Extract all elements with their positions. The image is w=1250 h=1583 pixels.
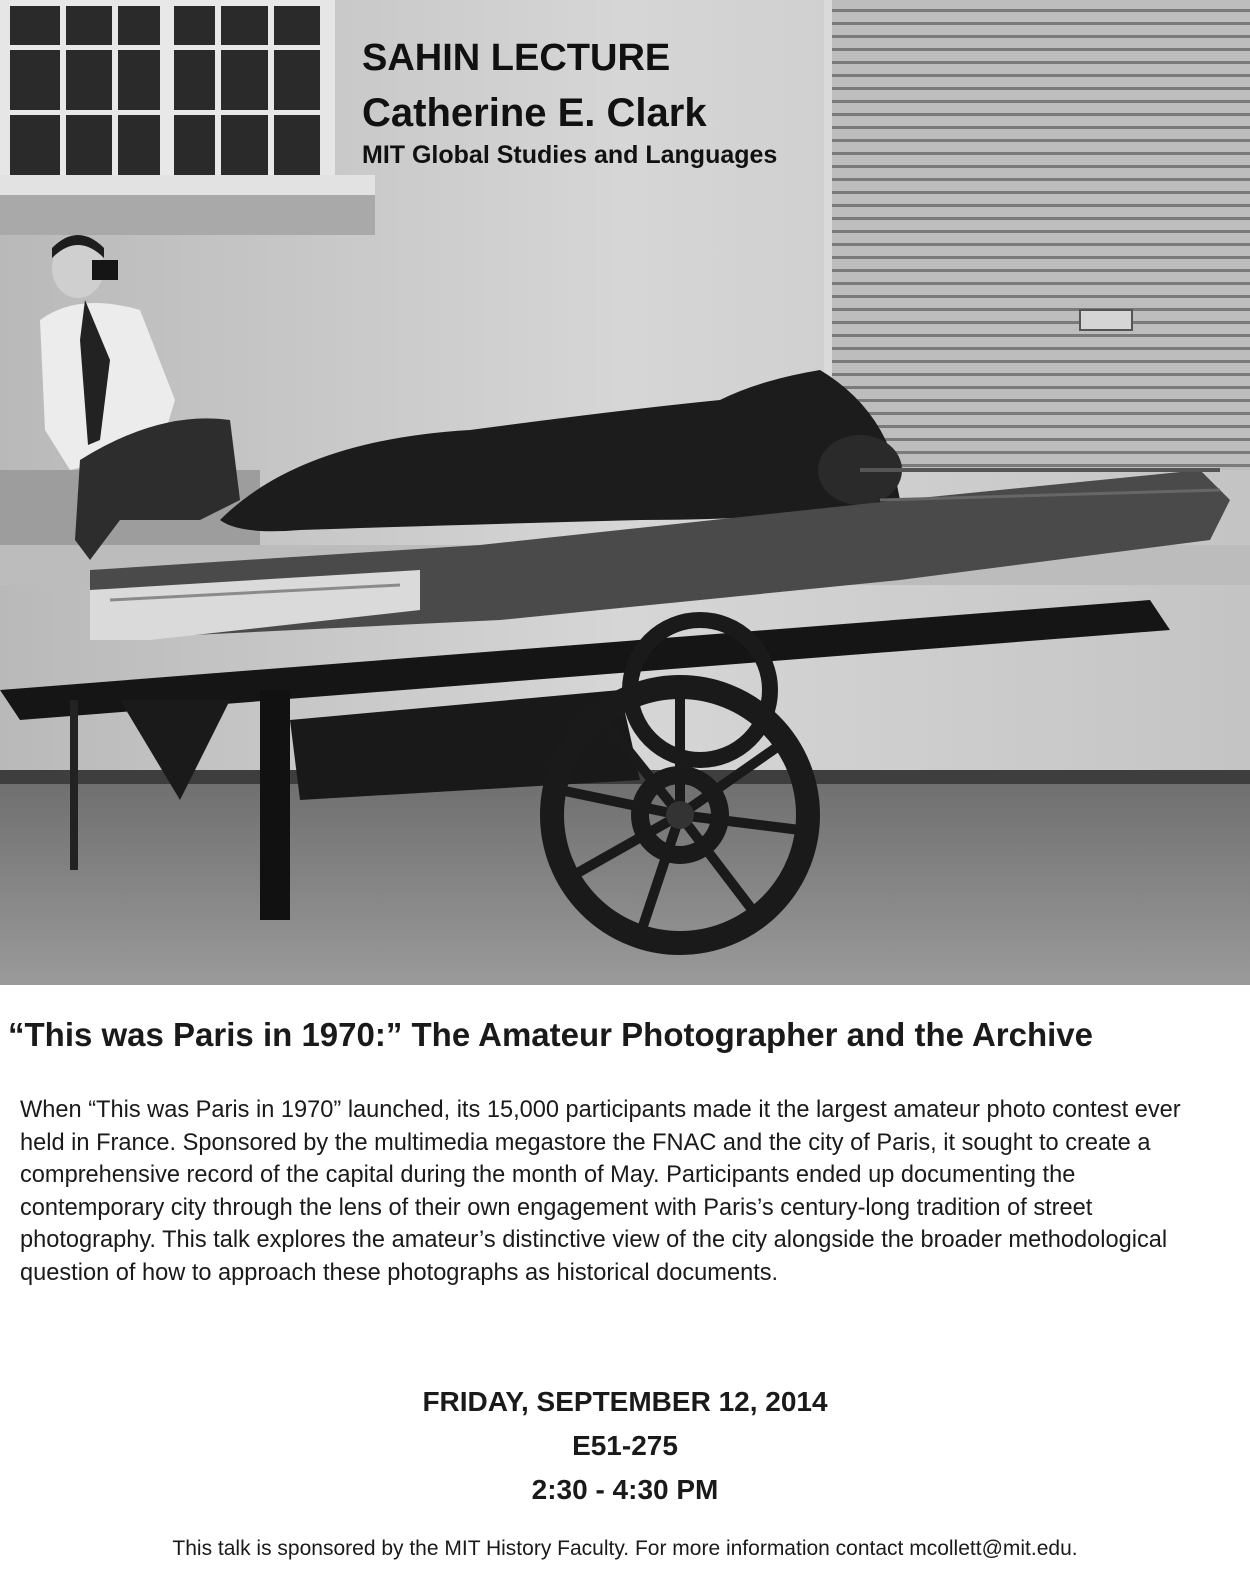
speaker-affiliation: MIT Global Studies and Languages (362, 141, 778, 169)
lecture-series-title: SAHIN LECTURE (362, 37, 671, 79)
sponsor-footer: This talk is sponsored by the MIT History Faculty. For more information contact mcollett@mit.edu. (172, 1537, 1078, 1560)
speaker-name: Catherine E. Clark (362, 91, 707, 135)
event-details (0, 1380, 1250, 1512)
event-date: FRIDAY, SEPTEMBER 12, 2014 (422, 1386, 828, 1417)
event-room: E51-275 (572, 1430, 678, 1461)
header-block (362, 36, 777, 170)
talk-abstract: When “This was Paris in 1970” launched, its 15,000 participants made it the largest amateur photo contest ever held in France. Sponsored by the multimedia megastore the FNAC and the city of Paris, it sought to create a comprehensive record of the capital during the month of May. Participants ended up documenting the contemporary city through the lens of their own engagement with Paris’s century-long tradition of street photography. This talk explores the amateur’s distinctive view of the city alongside the broader methodological question of how to approach these photographs as historical documents. (20, 1097, 1181, 1286)
event-time: 2:30 - 4:30 PM (531, 1474, 719, 1505)
talk-title: “This was Paris in 1970:” The Amateur Photographer and the Archive (8, 1016, 1094, 1053)
